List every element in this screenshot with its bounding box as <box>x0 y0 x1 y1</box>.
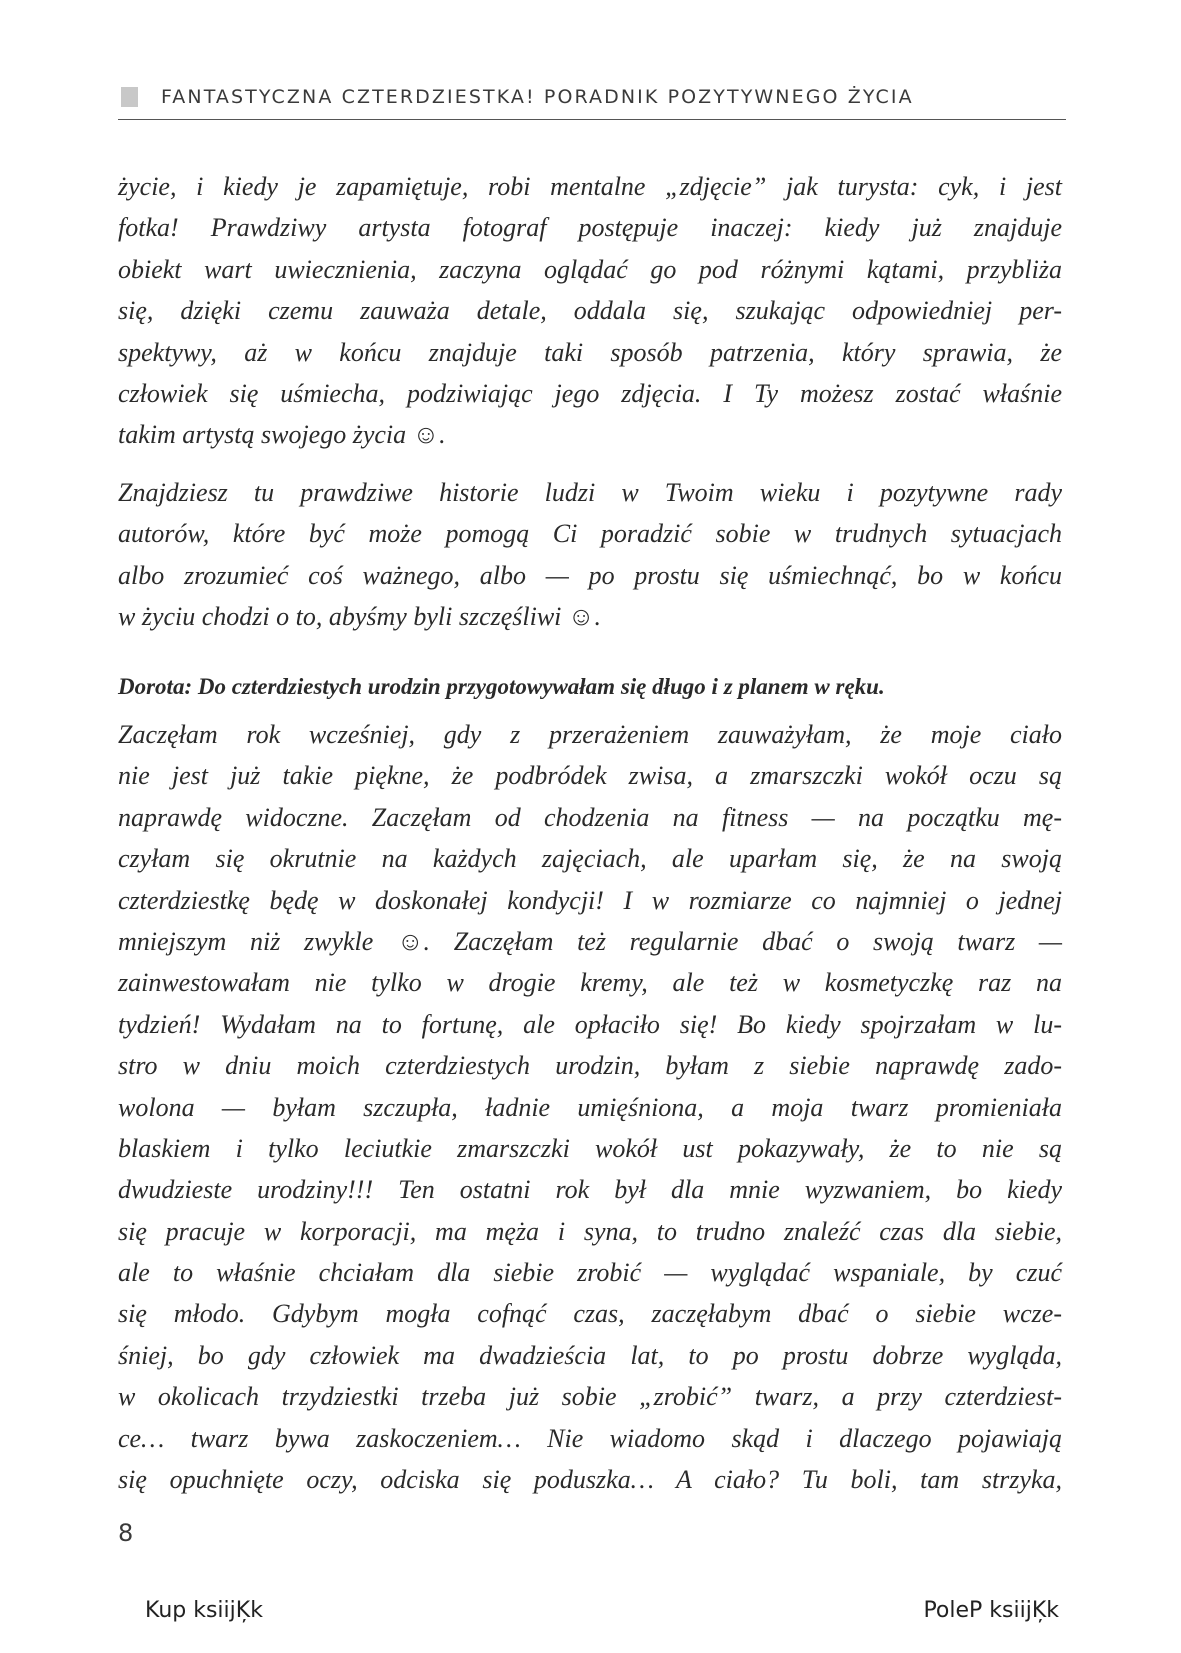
header-rule <box>118 119 1066 120</box>
text-line: takim artystą swojego życia ☺. <box>118 420 446 450</box>
text-line: Znajdziesz tu prawdziwe historie ludzi w Twoim wieku i pozytywne rady <box>118 478 1062 507</box>
text-line: autorów, które być może pomogą Ci poradzić sobie w trudnych sytuacjach <box>118 519 1062 549</box>
text-line: śniej, bo gdy człowiek ma dwadzieścia lat, to po prostu dobrze wygląda, <box>118 1340 1062 1370</box>
text-line: w życiu chodzi o to, abyśmy byli szczęśliwi ☺. <box>118 602 601 632</box>
text-line: spektywy, aż w końcu znajduje taki sposób patrzenia, który sprawia, że <box>118 337 1062 367</box>
text-line: życie, i kiedy je zapamiętuje, robi mentalne „zdjęcie” jak turysta: cyk, i jest <box>118 172 1062 201</box>
text-line: nie jest już takie piękne, że podbródek zwisa, a zmarszczki wokół oczu są <box>118 761 1062 791</box>
paragraph-photographer <box>118 166 1062 456</box>
text-line: ce… twarz bywa zaskoczeniem… Nie wiadomo skąd i dlaczego pojawiają <box>118 1423 1062 1453</box>
text-line: ale to właśnie chciałam dla siebie zrobić — wyglądać wspaniale, by czuć <box>118 1258 1062 1288</box>
buy-book-link[interactable]: Kup ksiĳĶk <box>145 1598 263 1623</box>
text-line: naprawdę widoczne. Zaczęłam od chodzenia na fitness — na początku mę- <box>118 802 1062 832</box>
text-line: blaskiem i tylko leciutkie zmarszczki wokół ust pokazywały, że to nie są <box>118 1133 1062 1163</box>
recommend-book-link[interactable]: PoleP ksiĳĶk <box>923 1598 1059 1623</box>
text-line: fotka! Prawdziwy artysta fotograf postępuje inaczej: kiedy już znajduje <box>118 213 1062 243</box>
text-line: się opuchnięte oczy, odciska się poduszka… A ciało? Tu boli, tam strzyka, <box>118 1465 1062 1495</box>
paragraph-stories <box>118 472 1062 638</box>
text-line: tydzień! Wydałam na to fortunę, ale opłaciło się! Bo kiedy spojrzałam w lu- <box>118 1009 1062 1039</box>
header-title: FANTASTYCZNA CZTERDZIESTKA! PORADNIK POZYTYWNEGO ŻYCIA <box>161 86 914 108</box>
text-line: zainwestowałam nie tylko w drogie kremy, ale też w kosmetyczkę raz na <box>118 968 1062 998</box>
text-line: albo zrozumieć coś ważnego, albo — po prostu się uśmiechnąć, bo w końcu <box>118 560 1062 590</box>
story-body <box>118 714 1062 1500</box>
page-number: 8 <box>118 1519 134 1547</box>
story-heading: Dorota: Do czterdziestych urodzin przygotowywałam się długo i z planem w ręku. <box>118 674 885 699</box>
text-line: czterdziestkę będę w doskonałej kondycji! I w rozmiarze co najmniej o jednej <box>118 885 1062 915</box>
text-line: dwudzieste urodziny!!! Ten ostatni rok był dla mnie wyzwaniem, bo kiedy <box>118 1175 1062 1205</box>
text-line: wolona — byłam szczupła, ładnie umięśniona, a moja twarz promieniała <box>118 1092 1062 1122</box>
text-line: czyłam się okrutnie na każdych zajęciach, ale uparłam się, że na swoją <box>118 844 1062 874</box>
text-line: stro w dniu moich czterdziestych urodzin, byłam z siebie naprawdę zado- <box>118 1051 1062 1081</box>
text-line: się, dzięki czemu zauważa detale, oddala się, szukając odpowiedniej per- <box>118 296 1062 326</box>
text-line: się pracuje w korporacji, ma męża i syna, to trudno znaleźć czas dla siebie, <box>118 1216 1062 1246</box>
header-marker <box>121 87 138 107</box>
text-line: w okolicach trzydziestki trzeba już sobie „zrobić” twarz, a przy czterdziest- <box>118 1382 1062 1412</box>
text-line: Zaczęłam rok wcześniej, gdy z przerażeniem zauważyłam, że moje ciało <box>118 720 1062 749</box>
running-header <box>118 82 1066 122</box>
text-line: obiekt wart uwiecznienia, zaczyna oglądać go pod różnymi kątami, przybliża <box>118 254 1062 284</box>
text-line: się młodo. Gdybym mogła cofnąć czas, zaczęłabym dbać o siebie wcze- <box>118 1299 1062 1329</box>
text-line: mniejszym niż zwykle ☺. Zaczęłam też regularnie dbać o swoją twarz — <box>118 926 1062 956</box>
text-line: człowiek się uśmiecha, podziwiając jego zdjęcia. I Ty możesz zostać właśnie <box>118 378 1062 408</box>
